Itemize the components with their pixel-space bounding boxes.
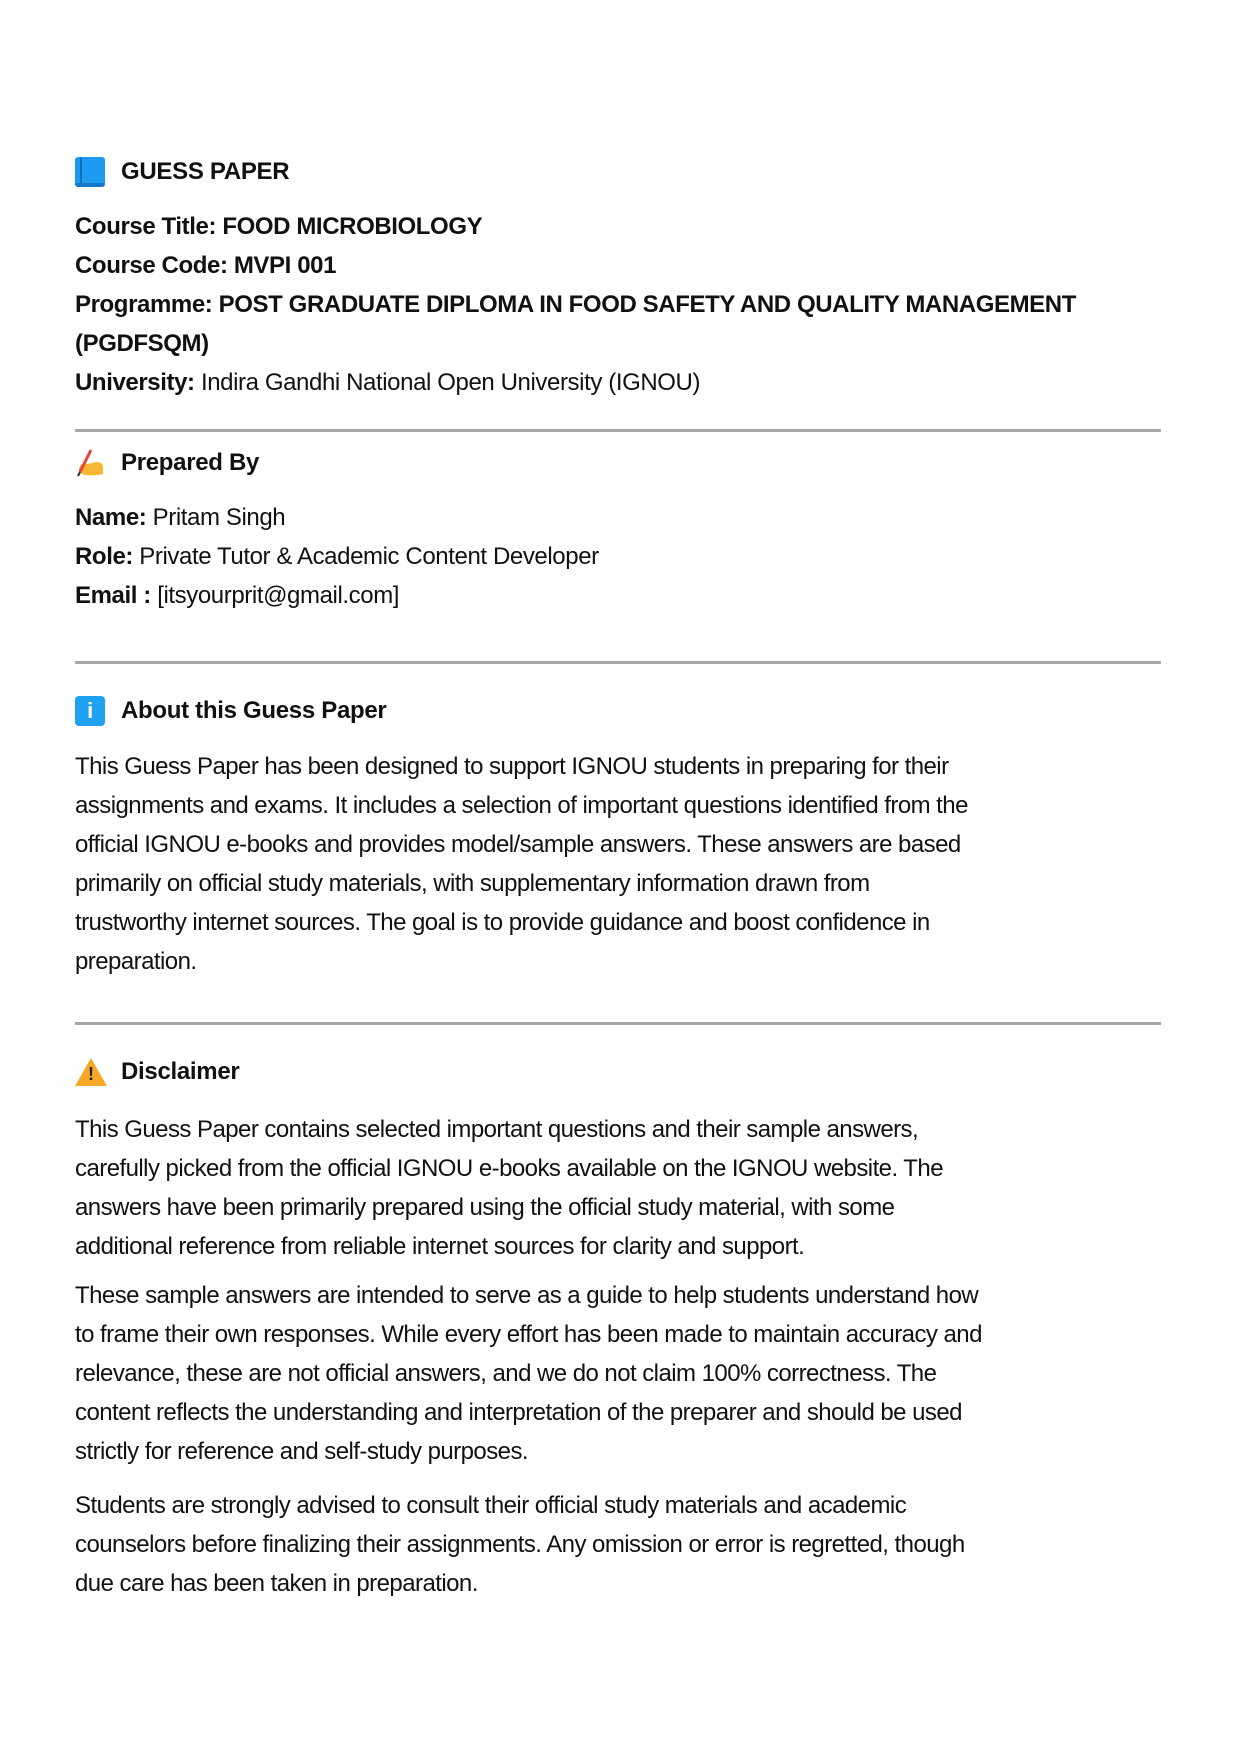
- course-code-value: MVPI 001: [233, 252, 337, 279]
- disclaimer-line: counselors before finalizing their assignments. Any omission or error is regretted, though: [75, 1531, 965, 1558]
- disclaimer-paragraph-3: [75, 1486, 965, 1603]
- disclaimer-line: Students are strongly advised to consult their official study materials and academic: [75, 1492, 907, 1519]
- about-line: assignments and exams. It includes a selection of important questions identified from the: [75, 792, 968, 819]
- section-divider: [75, 1022, 1161, 1025]
- section-divider: [75, 661, 1161, 664]
- warning-exclamation: !: [88, 1064, 94, 1084]
- warning-icon: [75, 1058, 107, 1086]
- guess-paper-heading: [75, 157, 289, 187]
- about-line: official IGNOU e-books and provides model/sample answers. These answers are based: [75, 831, 961, 858]
- email-label: Email :: [75, 582, 151, 609]
- email-value[interactable]: [itsyourprit@gmail.com]: [157, 582, 400, 609]
- info-icon: i: [75, 696, 105, 726]
- role-label: Role:: [75, 543, 134, 570]
- university-value: Indira Gandhi National Open University (IGNOU): [200, 369, 701, 396]
- blue-book-icon: [75, 157, 105, 187]
- about-line: This Guess Paper has been designed to support IGNOU students in preparing for their: [75, 753, 949, 780]
- programme-label: Programme:: [75, 291, 213, 318]
- disclaimer-line: relevance, these are not official answers, and we do not claim 100% correctness. The: [75, 1360, 937, 1387]
- disclaimer-line: answers have been primarily prepared using the official study material, with some: [75, 1194, 895, 1221]
- about-paragraph: [75, 747, 968, 981]
- course-title-row: [75, 213, 482, 241]
- university-label: University:: [75, 369, 195, 396]
- prepared-by-title: Prepared By: [121, 449, 260, 476]
- programme-abbreviation: (PGDFSQM): [75, 330, 209, 357]
- name-row: [75, 504, 285, 532]
- about-heading: [75, 696, 386, 726]
- disclaimer-line: These sample answers are intended to serve as a guide to help students understand how: [75, 1282, 979, 1309]
- course-title-label: Course Title:: [75, 213, 217, 240]
- prepared-by-heading: [75, 448, 259, 478]
- role-value: Private Tutor & Academic Content Developer: [139, 543, 599, 570]
- disclaimer-line: strictly for reference and self-study purposes.: [75, 1438, 529, 1465]
- role-row: [75, 543, 599, 571]
- disclaimer-title: Disclaimer: [121, 1058, 240, 1085]
- name-value: Pritam Singh: [152, 504, 286, 531]
- programme-row: [75, 291, 1076, 319]
- section-divider: [75, 429, 1161, 432]
- disclaimer-line: carefully picked from the official IGNOU e-books available on the IGNOU website. The: [75, 1155, 943, 1182]
- course-code-row: [75, 252, 336, 280]
- about-line: preparation.: [75, 948, 197, 975]
- course-code-label: Course Code:: [75, 252, 228, 279]
- disclaimer-line: due care has been taken in preparation.: [75, 1570, 478, 1597]
- disclaimer-line: to frame their own responses. While every effort has been made to maintain accuracy and: [75, 1321, 982, 1348]
- disclaimer-paragraph-2: [75, 1276, 982, 1471]
- disclaimer-line: This Guess Paper contains selected important questions and their sample answers,: [75, 1116, 919, 1143]
- about-line: trustworthy internet sources. The goal is to provide guidance and boost confidence in: [75, 909, 930, 936]
- disclaimer-line: additional reference from reliable internet sources for clarity and support.: [75, 1233, 805, 1260]
- about-line: primarily on official study materials, with supplementary information drawn from: [75, 870, 870, 897]
- university-row: [75, 369, 700, 397]
- document-title: GUESS PAPER: [121, 158, 290, 185]
- name-label: Name:: [75, 504, 147, 531]
- email-row: [75, 582, 399, 610]
- writing-hand-icon: [75, 448, 105, 478]
- programme-value: POST GRADUATE DIPLOMA IN FOOD SAFETY AND QUALITY MANAGEMENT: [218, 291, 1076, 318]
- disclaimer-line: content reflects the understanding and interpretation of the preparer and should be used: [75, 1399, 962, 1426]
- disclaimer-paragraph-1: [75, 1110, 943, 1266]
- programme-row-continued: [75, 330, 209, 358]
- course-title-value: FOOD MICROBIOLOGY: [222, 213, 483, 240]
- about-title: About this Guess Paper: [121, 697, 387, 724]
- disclaimer-heading: [75, 1058, 239, 1086]
